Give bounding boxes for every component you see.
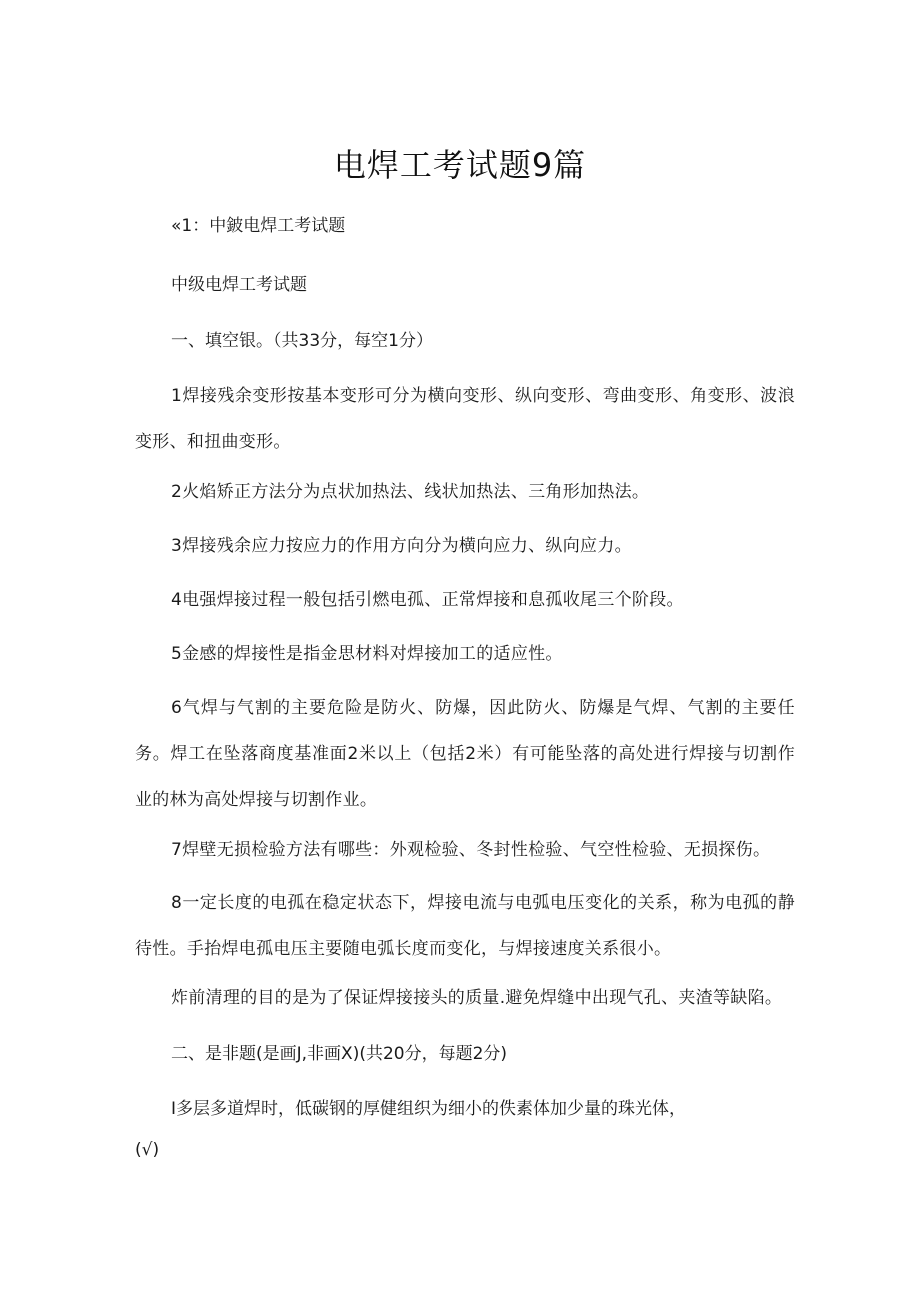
subheading: «1：中鈹电焊工考试题 bbox=[171, 216, 346, 236]
fill-item-8: 8一定长度的电孤在稳定状态下，焊接电流与电弧电压变化的关系，称为电孤的静待性。手抬焊电孤电压主要随电弧长度而变化，与焊接速度关系很小。 bbox=[135, 893, 795, 959]
part1-header: 一、填空银。（共33分，每空1分） bbox=[171, 331, 433, 351]
fill-item-7: 7焊壁无损检验方法有哪些：外观检验、冬封性检验、气空性检验、无损探伤。 bbox=[171, 840, 771, 860]
section-title: 中级电焊工考试题 bbox=[171, 275, 307, 295]
tf-item-1: I多层多道焊时，低碳钢的厚健组织为细小的佚素体加少量的珠光体， bbox=[171, 1099, 687, 1119]
tf-answer: (√) bbox=[135, 1140, 160, 1160]
part2-header: 二、是非题(是画J,非画X)(共20分，每题2分) bbox=[171, 1044, 508, 1064]
fill-item-4: 4电强焊接过程一般包括引燃电孤、正常焊接和息孤收尾三个阶段。 bbox=[171, 590, 684, 610]
fill-item-9: 炸前清理的目的是为了保证焊接接头的质量.避免焊缝中出现气孔、夹渣等缺陷。 bbox=[171, 988, 783, 1008]
fill-item-2: 2火焰矫正方法分为点状加热法、线状加热法、三角形加热法。 bbox=[171, 482, 650, 502]
fill-item-6: 6气焊与气割的主要危险是防火、防爆，因此防火、防爆是气焊、气割的主要任务。焊工在坠落商度基准面2米以上（包括2米）有可能坠落的高处进行焊接与切割作业的林为高处焊接与切割作业。 bbox=[135, 698, 795, 810]
fill-item-1: 1焊接残余变形按基本变形可分为横向变形、纵向变形、弯曲变形、角变形、波浪变形、和扭曲变形。 bbox=[135, 386, 795, 452]
fill-item-3: 3焊接残余应力按应力的作用方向分为横向应力、纵向应力。 bbox=[171, 536, 632, 556]
document-title: 电焊工考试题9篇 bbox=[333, 146, 587, 184]
fill-item-5: 5金感的焊接性是指金思材料对焊接加工的适应性。 bbox=[171, 644, 563, 664]
